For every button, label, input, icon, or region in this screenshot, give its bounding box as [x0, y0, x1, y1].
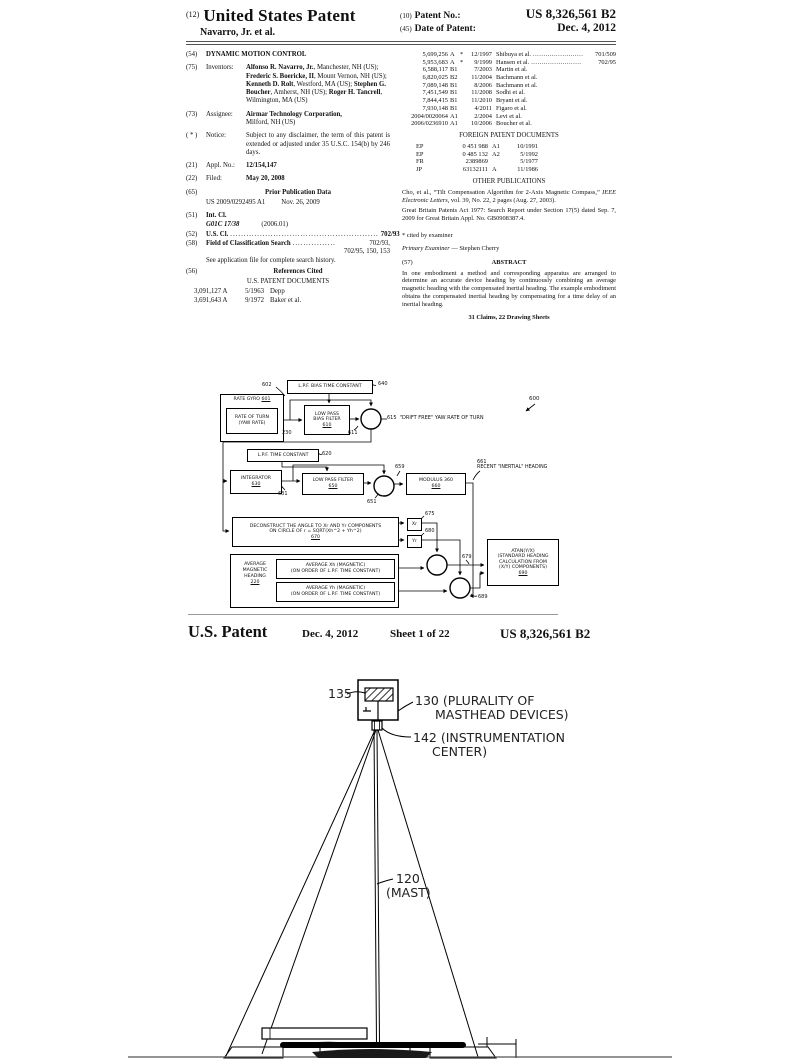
- ref-689: 689: [478, 594, 488, 600]
- us-reference-row: [402, 51, 616, 59]
- reference-number: 2004/0020064: [411, 112, 448, 120]
- box-label: AVERAGE Xh (MAGNETIC): [305, 563, 366, 569]
- box-label: RATE OF TURN: [234, 415, 270, 421]
- label-142-line2: CENTER): [432, 744, 488, 759]
- field-of-search-class2: 702/95, 150, 153: [343, 248, 390, 256]
- notice-label: Notice:: [206, 132, 227, 140]
- foreign-reference-row: [416, 166, 616, 174]
- reference-kind: A: [450, 58, 455, 66]
- box-label: L.P.F. BIAS TIME CONSTANT: [298, 384, 362, 390]
- patent-number-row: [400, 6, 616, 22]
- deconstruct-angle-box: [232, 517, 399, 547]
- reference-name: Bryant et al.: [496, 97, 528, 105]
- ref-679: 679: [462, 554, 472, 560]
- us-reference-row: [402, 66, 616, 74]
- drift-free-label: 615 "DRIFT FREE" YAW RATE OF TURN: [387, 415, 484, 421]
- ref-631: 631: [278, 491, 288, 497]
- cited-reference-row: [194, 288, 390, 296]
- reference-date: 2/2004: [474, 112, 492, 120]
- reference-number: 2389869: [465, 158, 488, 166]
- reference-number: 3,691,643 A: [194, 296, 228, 304]
- ref-661: 661: [477, 459, 487, 465]
- int-cl-row: [206, 221, 390, 229]
- label-135: 135: [328, 686, 352, 701]
- field-51-num: (51): [186, 212, 198, 220]
- ref-600: 600: [529, 396, 540, 402]
- reference-date: 5/1977: [520, 158, 538, 166]
- code-57: (57): [402, 259, 413, 267]
- reference-date: 7/2003: [474, 66, 492, 74]
- dot-leader: ........................: [531, 58, 582, 66]
- box-label: MODULUS 360: [419, 478, 453, 484]
- us-reference-row: [402, 120, 616, 128]
- reference-name: Shibuya et al.: [496, 51, 531, 58]
- ref-620: 620: [322, 451, 332, 457]
- reference-date: 5/1963: [245, 288, 264, 296]
- inventor-name: Stephen G. Boucher: [246, 80, 386, 97]
- prior-publication-value: [206, 189, 390, 208]
- ref-680: 680: [425, 528, 435, 534]
- reference-date: 4/2011: [474, 104, 492, 112]
- page-divider: [188, 614, 558, 615]
- header-left: [186, 6, 356, 38]
- box-label: ATAN(Y/X): [511, 548, 535, 554]
- date-of-patent-value: Dec. 4, 2012: [557, 22, 616, 34]
- label-120-line1: 120: [396, 871, 420, 886]
- reference-date: 11/2010: [471, 97, 492, 105]
- reference-number: 5,953,683: [422, 58, 448, 66]
- box-ref: 630: [251, 482, 261, 487]
- int-cl-value: [206, 212, 390, 229]
- box-label: AVERAGE Yh (MAGNETIC): [305, 586, 366, 592]
- ref-640: 640: [378, 381, 388, 387]
- us-reference-row: [402, 113, 616, 121]
- ref-611: 611: [348, 430, 358, 436]
- reference-kind: B1: [450, 104, 458, 112]
- prior-publication-heading: Prior Publication Data: [265, 188, 331, 196]
- reference-kind: B2: [450, 74, 458, 82]
- primary-examiner-label: Primary Examiner: [402, 245, 450, 253]
- publication-2: Great Britain Patents Act 1977: Search Report under Section 17(5) dated Sep. 7, 2009 for Great Britain Appl. No. GB0908387.4.: [402, 207, 616, 222]
- reference-name: Boucher et al.: [496, 120, 532, 128]
- code-10: (10): [400, 12, 412, 20]
- reference-kind: B1: [450, 89, 458, 97]
- reference-kind: A: [492, 166, 497, 174]
- field-21-num: (21): [186, 162, 198, 170]
- reference-number: 7,930,148: [422, 104, 448, 112]
- label-130-line2: MASTHEAD DEVICES): [435, 707, 569, 722]
- appl-no-label: Appl. No.:: [206, 162, 235, 170]
- ref-659: 659: [395, 464, 405, 470]
- primary-examiner-name: — Stephen Cherry: [449, 245, 500, 253]
- field-52-num: (52): [186, 230, 198, 238]
- rate-of-turn-box: [226, 408, 278, 434]
- prior-publication-row: [206, 199, 390, 207]
- box-ref: 670: [311, 534, 320, 540]
- reference-name: Levi et al.: [496, 112, 522, 120]
- box-label: (STANDARD HEADING: [497, 554, 549, 560]
- reference-date: 10/1991: [517, 143, 538, 151]
- modulus-360-box: [406, 473, 466, 495]
- dot-leader: ................: [292, 240, 336, 248]
- reference-number: 63132111: [462, 166, 488, 174]
- reference-kind: A2: [492, 150, 500, 158]
- field-of-search-value: [206, 240, 390, 265]
- reference-number: 7,089,148: [422, 81, 448, 89]
- us-reference-row: [402, 97, 616, 105]
- int-cl-class: G01C 17/38: [206, 220, 240, 228]
- field-58-num: (58): [186, 240, 198, 248]
- foreign-reference-row: [416, 143, 616, 151]
- us-patent-documents-heading: U.S. PATENT DOCUMENTS: [246, 278, 330, 286]
- reference-number: 7,844,415: [422, 97, 448, 105]
- box-ref: 650: [328, 484, 338, 489]
- reference-date: 11/1986: [517, 166, 538, 174]
- search-history-note: See application file for complete search history.: [206, 256, 336, 264]
- filed-label: Filed:: [206, 175, 222, 183]
- reference-date: 11/2004: [471, 74, 492, 82]
- notice-text: Subject to any disclaimer, the term of this patent is extended or adjusted under 35 U.S.C. 154(b) by 246 days.: [246, 132, 390, 156]
- lpf-bias-time-constant-box: [287, 380, 373, 394]
- claims-line: 31 Claims, 22 Drawing Sheets: [468, 314, 550, 322]
- label-142-line1: 142 (INSTRUMENTATION: [413, 730, 565, 745]
- appl-no-value: 12/154,147: [246, 162, 277, 170]
- box-label: CALCULATION FROM: [499, 559, 547, 565]
- reference-kind: A1: [450, 112, 458, 120]
- references-cited-heading: References Cited: [273, 267, 323, 275]
- box-label: RATE GYRO 601: [233, 397, 271, 402]
- cited-by-examiner: * cited by examiner: [402, 231, 453, 239]
- front-page-header: [186, 6, 616, 38]
- notice-num: ( * ): [186, 132, 198, 140]
- sailboat-drawing: [120, 655, 680, 1060]
- us-cl-class: 702/93: [380, 230, 400, 238]
- reference-number: 6,588,117: [422, 66, 448, 74]
- inventor-location: , Manchester, NH (US);: [313, 64, 379, 72]
- prior-publication-field: [186, 189, 390, 208]
- reference-name: Martin et al.: [496, 66, 528, 74]
- reference-kind: B1: [450, 81, 458, 89]
- sheet-header-title: U.S. Patent: [188, 622, 268, 641]
- title-field: [186, 51, 390, 59]
- box-label: Xr: [411, 521, 418, 527]
- yr-box: [407, 535, 422, 548]
- box-label: DECONSTRUCT THE ANGLE TO Xr AND Yr COMPONENTS: [249, 523, 382, 529]
- inventor-location: , Westford, MA (US);: [293, 80, 354, 88]
- reference-name: Hansen et al.: [496, 58, 530, 66]
- reference-name: Sodhi et al.: [496, 89, 525, 97]
- label-120-line2: (MAST): [386, 885, 431, 900]
- reference-date: 8/2006: [474, 81, 492, 89]
- inventor-name: Roger H. Tancrell: [328, 89, 381, 97]
- reference-number: 0 485 132: [462, 150, 488, 158]
- appl-no-field: [186, 162, 390, 170]
- patent-no-value: US 8,326,561 B2: [525, 6, 616, 21]
- left-column: [186, 51, 400, 322]
- box-label: Yr: [412, 538, 417, 544]
- box-ref: 610: [322, 422, 332, 428]
- int-cl-label: Int. Cl.: [206, 212, 227, 220]
- average-xh-box: [276, 559, 395, 579]
- us-cl-label: U.S. Cl.: [206, 230, 229, 238]
- int-cl-field: [186, 212, 390, 229]
- field-22-num: (22): [186, 175, 198, 183]
- inventors-value: [246, 64, 390, 105]
- reference-date: 11/2008: [471, 89, 492, 97]
- publication-date: Nov. 26, 2009: [281, 198, 320, 206]
- reference-number: 3,091,127 A: [194, 288, 228, 296]
- reference-star: *: [460, 51, 464, 58]
- patent-front-page: [186, 6, 616, 322]
- us-reference-row: [402, 105, 616, 113]
- reference-kind: A: [450, 51, 455, 58]
- reference-number: 6,820,025: [422, 74, 448, 82]
- publication-1: [402, 189, 616, 204]
- box-label: L.P.F. TIME CONSTANT: [257, 452, 309, 458]
- us-cl-value: [206, 231, 400, 239]
- inventors-field: [186, 64, 390, 105]
- abstract-heading: ABSTRACT: [491, 259, 527, 267]
- front-page-columns: [186, 51, 616, 322]
- reference-date: 12/1997: [471, 51, 492, 58]
- average-yh-box: [276, 582, 395, 602]
- box-label: INTEGRATOR: [240, 476, 272, 482]
- reference-number: 7,451,549: [422, 89, 448, 97]
- page-title: United States Patent: [203, 6, 356, 25]
- foreign-documents-heading: FOREIGN PATENT DOCUMENTS: [459, 131, 559, 139]
- box-label: LOW PASS: [315, 411, 339, 417]
- inventor-name: Frederic S. Boericke, II: [246, 72, 315, 80]
- foreign-reference-row: [416, 158, 616, 166]
- field-56-num: (56): [186, 267, 198, 275]
- reference-kind: B1: [450, 97, 458, 105]
- notice-field: [186, 132, 390, 157]
- filed-field: [186, 175, 390, 183]
- reference-date: 10/2006: [471, 120, 492, 128]
- inventor-location: , Wilmington, MA (US): [246, 89, 383, 105]
- dot-leader: .......................................................: [230, 230, 379, 238]
- box-label: (ON ORDER OF L.P.F. TIME CONSTANT): [290, 569, 381, 574]
- assignee-location: Milford, NH (US): [246, 118, 296, 126]
- abstract-text: In one embodiment a method and corresponding apparatus are arranged to determine an accurate device heading by continuously combining an average magnetic heading with the compensated inertial heading. The example embodiment obtains the compensated inertial heading by compensating for a time delay of an inertial heading.: [402, 269, 616, 308]
- ref-602: 602: [262, 382, 272, 388]
- us-reference-row: [402, 59, 616, 67]
- filed-value: May 20, 2008: [246, 175, 285, 183]
- inventor-location: , Amherst, NH (US);: [270, 89, 329, 97]
- low-pass-filter-box: [302, 473, 364, 495]
- box-ref: 660: [431, 484, 441, 489]
- box-label: BIAS FILTER: [313, 417, 341, 423]
- publication-1-text: Cho, et al., “Tilt Compensation Algorithm for 2-Axis Magnetic Compass,”: [402, 188, 603, 196]
- box-label: (YAW RATE): [238, 421, 266, 426]
- publication-number: US 2009/0292495 A1: [206, 198, 266, 206]
- references-cited-field: [186, 268, 390, 276]
- country-code: JP: [416, 166, 423, 174]
- assignee-field: [186, 111, 390, 128]
- code-12: (12): [186, 10, 200, 19]
- inventor-location: , Mount Vernon, NH (US);: [314, 72, 387, 80]
- foreign-reference-row: [416, 151, 616, 159]
- atan-box: [487, 539, 559, 586]
- assignee-name: Airmar Technology Corporation,: [246, 110, 342, 118]
- header-right: [400, 6, 616, 38]
- date-of-patent-label: Date of Patent:: [414, 24, 476, 34]
- sheet-header-patent-no: US 8,326,561 B2: [500, 626, 591, 641]
- reference-name: Figaro et al.: [496, 104, 527, 112]
- reference-number: 2006/0236910: [411, 120, 448, 128]
- us-cl-field: [186, 230, 400, 239]
- reference-class: 701/509: [595, 51, 616, 58]
- xr-box: [407, 518, 422, 531]
- patent-kind-title: [186, 6, 356, 26]
- assignee-value: [246, 111, 390, 128]
- inventors-label: Inventors:: [206, 64, 234, 72]
- label-130-line1: 130 (PLURALITY OF: [415, 693, 535, 708]
- patent-authors: Navarro, Jr. et al.: [200, 27, 275, 38]
- dot-leader: ........................: [532, 51, 584, 58]
- cited-reference-row: [194, 297, 390, 305]
- field-65-num: (65): [186, 188, 198, 196]
- abstract-heading-row: [402, 259, 616, 267]
- low-pass-bias-filter-box: [304, 405, 350, 435]
- sheet-header-sheet-number: Sheet 1 of 22: [390, 628, 450, 640]
- reference-kind: B1: [450, 66, 458, 74]
- code-45: (45): [400, 25, 412, 33]
- us-reference-row: [402, 89, 616, 97]
- inventor-name: Kenneth D. Rolt: [246, 80, 294, 88]
- sailboat-figure: [120, 655, 680, 1060]
- field-54-num: (54): [186, 51, 198, 58]
- box-label: (ON ORDER OF L.P.F. TIME CONSTANT): [290, 592, 381, 597]
- field-of-search-row: [206, 240, 390, 248]
- box-label: (X/Y) COMPONENTS): [499, 565, 547, 571]
- country-code: EP: [416, 150, 424, 158]
- box-ref: 690: [518, 570, 528, 576]
- ref-675: 675: [425, 511, 435, 517]
- publication-1-tail: , vol. 39, No. 22, 2 pages (Aug. 27, 2003).: [447, 196, 556, 204]
- invention-title: DYNAMIC MOTION CONTROL: [206, 51, 307, 58]
- reference-date: 9/1999: [474, 58, 492, 66]
- reference-kind: A1: [450, 120, 458, 128]
- box-label: ON CIRCLE OF r = SQRT(Xh^2 + Yh^2): [269, 529, 362, 535]
- field-of-search-class: 702/93,: [369, 240, 390, 248]
- integrator-box: [230, 470, 282, 494]
- patent-date-row: [400, 22, 616, 34]
- average-magnetic-heading-label: AVERAGE MAGNETIC HEADING 220: [242, 562, 268, 585]
- reference-number: 0 451 988: [462, 143, 488, 151]
- int-cl-year: (2006.01): [261, 220, 289, 228]
- reference-star: *: [460, 58, 464, 66]
- us-reference-row: [402, 82, 616, 90]
- field-of-search-label: Field of Classification Search: [206, 240, 291, 248]
- reference-name: Baker et al.: [270, 296, 302, 304]
- ref-230: 230: [282, 430, 292, 436]
- lpf-time-constant-box: [247, 449, 319, 462]
- reference-date: 9/1972: [245, 296, 264, 304]
- sheet-header-date: Dec. 4, 2012: [302, 628, 359, 640]
- reference-name: Depp: [270, 288, 285, 296]
- other-publications-heading: OTHER PUBLICATIONS: [472, 177, 546, 185]
- reference-name: Bachmann et al.: [496, 74, 538, 82]
- right-column: [402, 51, 616, 322]
- reference-name: Bachmann et al.: [496, 81, 538, 89]
- reference-class: 702/95: [598, 58, 616, 66]
- reference-number: 5,699,256: [422, 51, 448, 58]
- field-75-num: (75): [186, 64, 198, 72]
- assignee-label: Assignee:: [206, 110, 233, 118]
- country-code: FR: [416, 158, 424, 166]
- publication-1-journal: IEEE Electronic Letters: [402, 188, 616, 204]
- field-73-num: (73): [186, 110, 198, 118]
- box-label: LOW PASS FILTER: [312, 478, 354, 484]
- ref-651: 651: [367, 499, 377, 505]
- heading-block-diagram: [190, 374, 610, 612]
- inventor-name: Alfonso R. Navarro, Jr.: [246, 64, 314, 72]
- patent-no-label: Patent No.:: [414, 11, 461, 21]
- recent-inertial-heading-label: RECENT "INERTIAL" HEADING: [477, 465, 548, 470]
- field-of-search: [186, 240, 390, 265]
- reference-date: 5/1992: [520, 150, 538, 158]
- reference-kind: A1: [492, 143, 500, 151]
- us-reference-row: [402, 74, 616, 82]
- header-rule: [186, 41, 616, 45]
- country-code: EP: [416, 143, 424, 151]
- primary-examiner-row: [402, 245, 616, 253]
